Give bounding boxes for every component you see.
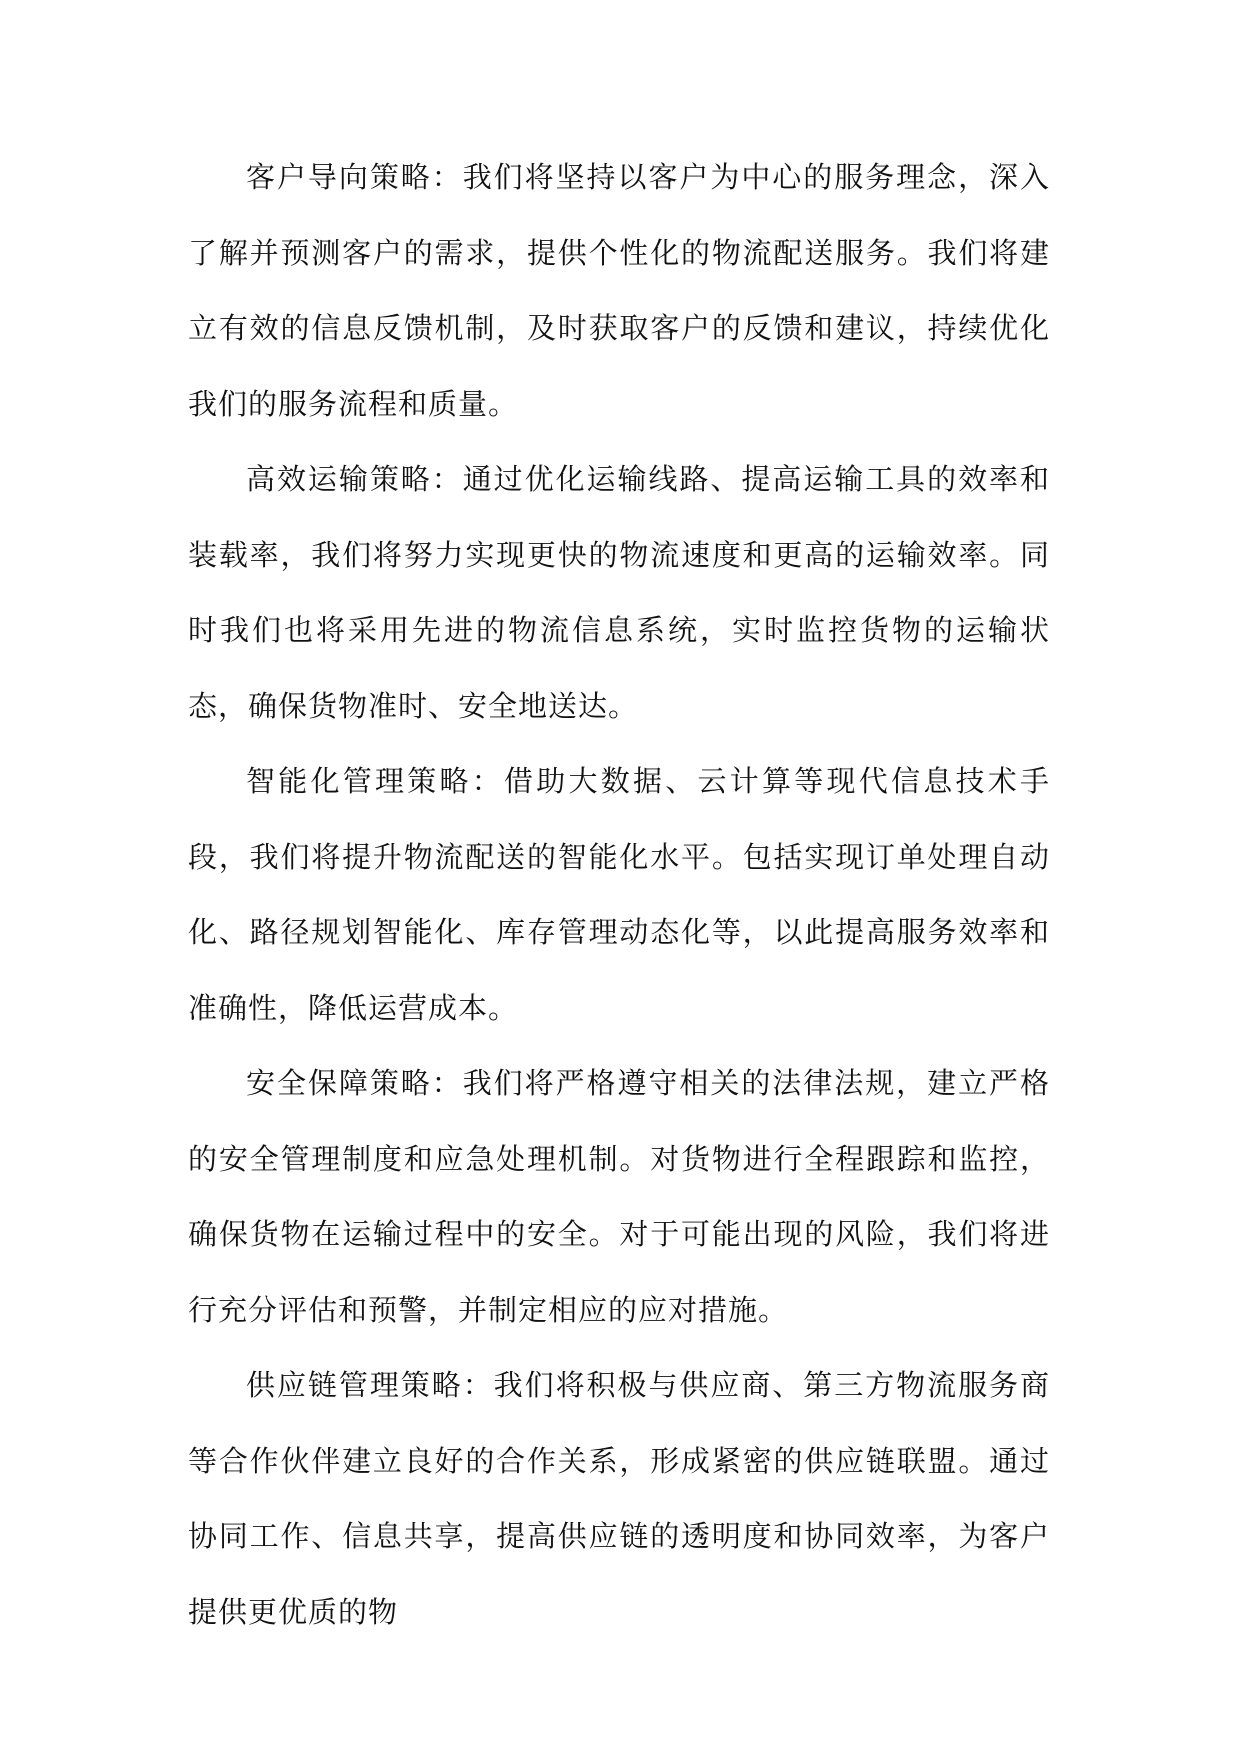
document-body xyxy=(188,140,1050,1650)
paragraph-supply-chain-strategy: 供应链管理策略：我们将积极与供应商、第三方物流服务商等合作伙伴建立良好的合作关系，形成紧密的供应链联盟。通过协同工作、信息共享，提高供应链的透明度和协同效率，为客户提供更优质的物 xyxy=(188,1368,1050,1629)
paragraph-efficient-transport-strategy: 高效运输策略：通过优化运输线路、提高运输工具的效率和装载率，我们将努力实现更快的物流速度和更高的运输效率。同时我们也将采用先进的物流信息系统，实时监控货物的运输状态，确保货物准时、安全地送达。 xyxy=(188,462,1050,723)
paragraph-customer-oriented-strategy: 客户导向策略：我们将坚持以客户为中心的服务理念，深入了解并预测客户的需求，提供个性化的物流配送服务。我们将建立有效的信息反馈机制，及时获取客户的反馈和建议，持续优化我们的服务流程和质量。 xyxy=(188,160,1050,421)
paragraph-safety-assurance-strategy: 安全保障策略：我们将严格遵守相关的法律法规，建立严格的安全管理制度和应急处理机制。对货物进行全程跟踪和监控，确保货物在运输过程中的安全。对于可能出现的风险，我们将进行充分评估和预警，并制定相应的应对措施。 xyxy=(188,1066,1050,1327)
paragraph-intelligent-management-strategy: 智能化管理策略：借助大数据、云计算等现代信息技术手段，我们将提升物流配送的智能化水平。包括实现订单处理自动化、路径规划智能化、库存管理动态化等，以此提高服务效率和准确性，降低运营成本。 xyxy=(188,764,1050,1025)
